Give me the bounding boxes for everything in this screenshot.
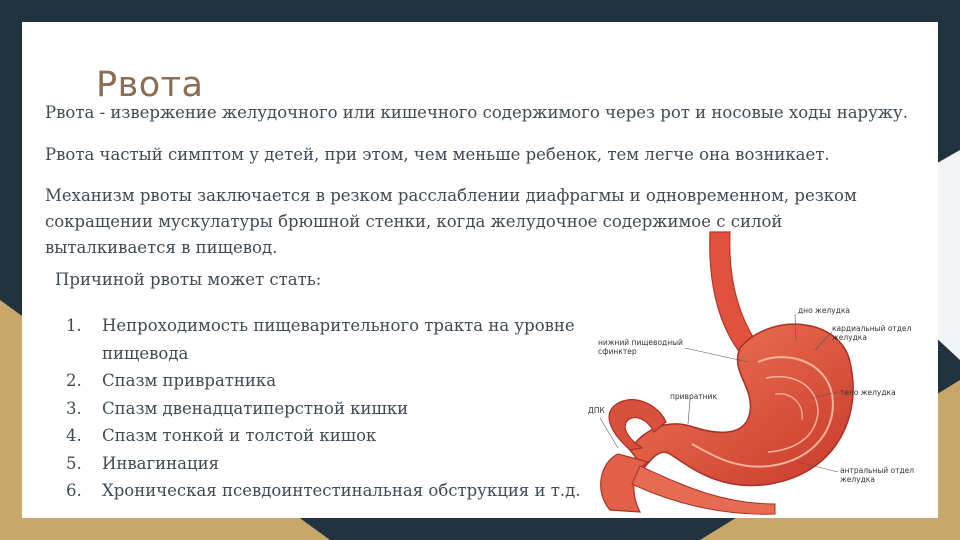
paragraph-children: Рвота частый симптом у детей, при этом, чем меньше ребенок, тем легче она возникает.: [45, 145, 830, 164]
label-cardiac: кардиальный отдел желудка: [832, 324, 912, 342]
label-antral: антральный отдел желудка: [840, 466, 915, 484]
slide-title: Рвота: [96, 65, 204, 106]
list-item-text: Непроходимость пищеварительного тракта на уровне пищевода: [102, 316, 575, 363]
list-item-text: Спазм тонкой и толстой кишок: [102, 426, 377, 445]
list-item: [66, 395, 586, 423]
label-body: тело желудка: [840, 388, 896, 397]
list-item-text: Инвагинация: [102, 453, 220, 473]
list-item-text: Хроническая псевдоинтестинальная обструкция и т.д.: [102, 481, 581, 500]
list-item-number: 4.: [66, 426, 82, 445]
paragraph-definition: Рвота - извержение желудочного или кишечного содержимого через рот и носовые ходы наружу.: [45, 103, 908, 122]
list-item-number: 2.: [66, 371, 82, 390]
label-pylorus: привратник: [670, 392, 717, 401]
label-duodenum: ДПК: [588, 406, 605, 415]
label-fundus: дно желудка: [798, 306, 850, 315]
paragraph-mechanism: Механизм рвоты заключается в резком расслаблении диафрагмы и одновременном, резком сокращении мускулатуры брюшной стенки, когда желудочное содержимое с силой выталкивается в пищевод.: [45, 186, 857, 257]
list-item: [66, 450, 586, 478]
list-item: [66, 477, 586, 505]
causes-list: [66, 312, 586, 505]
list-item-text: Спазм двенадцатиперстной кишки: [102, 398, 409, 418]
list-item-number: 3.: [66, 398, 82, 418]
list-item: [66, 312, 586, 367]
list-item-number: 5.: [66, 453, 82, 473]
list-item: [66, 367, 586, 395]
list-item-text: Спазм привратника: [102, 371, 277, 390]
list-item-number: 6.: [66, 481, 82, 500]
causes-label: Причиной рвоты может стать:: [55, 270, 322, 289]
slide-card: [22, 22, 938, 518]
list-item: [66, 422, 586, 450]
list-item-number: 1.: [66, 316, 82, 335]
stomach-diagram: [570, 222, 930, 522]
label-lower-sphincter: нижний пищеводный сфинктер: [598, 338, 683, 356]
